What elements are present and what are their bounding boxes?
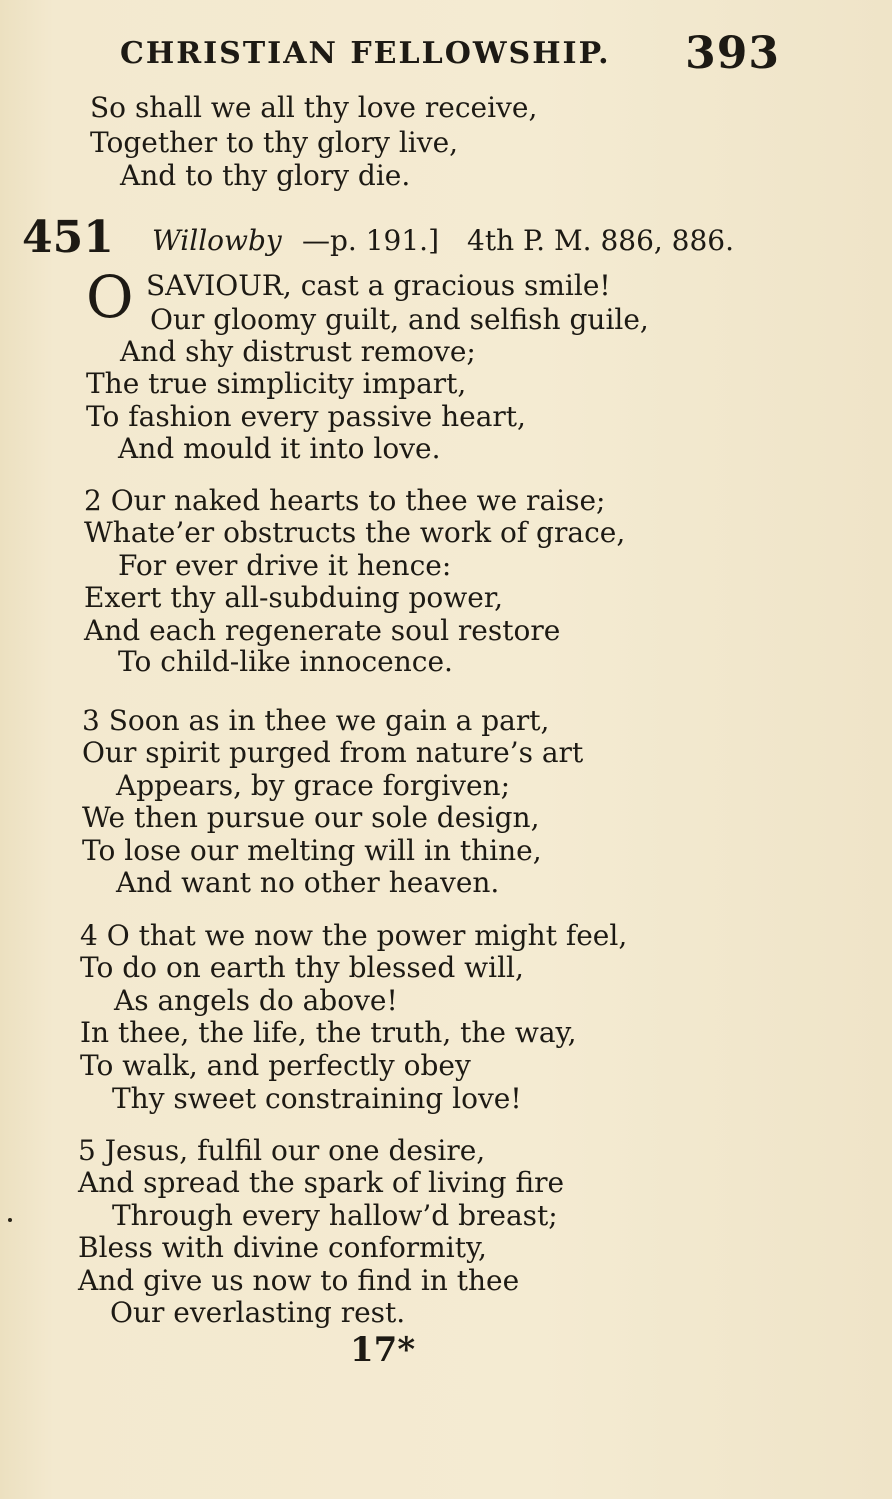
hymn-line: As angels do above! bbox=[114, 984, 398, 1017]
hymn-line: And each regenerate soul restore bbox=[84, 614, 561, 647]
hymn-line: And want no other heaven. bbox=[116, 866, 500, 899]
ink-speck bbox=[8, 1218, 12, 1222]
hymn-line: To lose our melting will in thine, bbox=[82, 834, 542, 867]
hymn-line: And shy distrust remove; bbox=[120, 335, 476, 368]
hymn-line: Appears, by grace forgiven; bbox=[116, 769, 511, 802]
tune-reference: —p. 191.] bbox=[302, 224, 439, 257]
hymn-line: To fashion every passive heart, bbox=[86, 400, 526, 433]
hymn-line: Thy sweet constraining love! bbox=[112, 1082, 522, 1115]
hymn-line: And give us now to find in thee bbox=[78, 1264, 520, 1297]
hymn-line: Our gloomy guilt, and selfish guile, bbox=[150, 303, 649, 336]
hymn-line: Whate’er obstructs the work of grace, bbox=[84, 516, 626, 549]
hymn-line: And mould it into love. bbox=[118, 432, 441, 465]
hymn-line: SAVIOUR, cast a gracious smile! bbox=[146, 269, 611, 302]
hymn-line: Our spirit purged from nature’s art bbox=[82, 736, 584, 769]
hymn-number: 451 bbox=[22, 212, 114, 263]
hymn-line: The true simplicity impart, bbox=[86, 367, 467, 400]
hymn-line: Through every hallow’d breast; bbox=[112, 1199, 558, 1232]
hymn-line: In thee, the life, the truth, the way, bbox=[80, 1016, 577, 1049]
drop-cap: O bbox=[86, 263, 134, 331]
hymn-line: And spread the spark of living fire bbox=[78, 1166, 565, 1199]
hymn-line: For ever drive it hence: bbox=[118, 549, 452, 582]
hymn-line: 5 Jesus, fulfil our one desire, bbox=[78, 1134, 486, 1167]
prev-hymn-line: Together to thy glory live, bbox=[90, 126, 459, 159]
signature-mark: 17* bbox=[350, 1330, 416, 1370]
tune-name: Willowby bbox=[152, 224, 282, 257]
hymn-line: To walk, and perfectly obey bbox=[80, 1049, 471, 1082]
prev-hymn-line: And to thy glory die. bbox=[120, 159, 411, 192]
hymn-line: 4 O that we now the power might feel, bbox=[80, 919, 628, 952]
running-head: CHRISTIAN FELLOWSHIP. bbox=[120, 36, 611, 71]
page-number: 393 bbox=[685, 28, 780, 79]
hymn-line: 2 Our naked hearts to thee we raise; bbox=[84, 484, 606, 517]
meter: 4th P. M. 886, 886. bbox=[467, 224, 735, 257]
hymn-line: 3 Soon as in thee we gain a part, bbox=[82, 704, 550, 737]
page-header bbox=[120, 28, 780, 78]
hymn-line: To do on earth thy blessed will, bbox=[80, 951, 524, 984]
hymn-line: Exert thy all-subduing power, bbox=[84, 581, 504, 614]
prev-hymn-line: So shall we all thy love receive, bbox=[90, 91, 538, 124]
hymn-line: Our everlasting rest. bbox=[110, 1296, 406, 1329]
hymn-heading bbox=[22, 212, 762, 262]
hymn-line: We then pursue our sole design, bbox=[82, 801, 540, 834]
hymn-line: To child-like innocence. bbox=[118, 645, 453, 678]
hymn-line: Bless with divine conformity, bbox=[78, 1231, 487, 1264]
